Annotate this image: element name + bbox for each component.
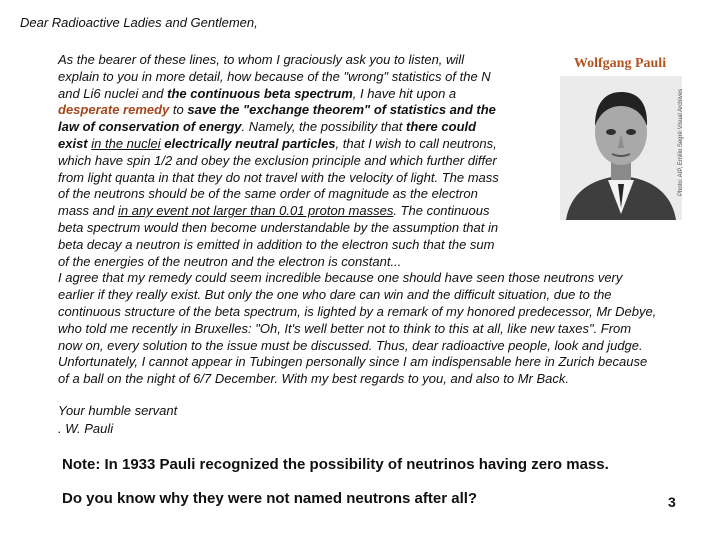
- letter-text: . Namely, the possibility that: [241, 119, 406, 135]
- photo-caption: Wolfgang Pauli: [573, 56, 667, 71]
- letter-line: [58, 354, 718, 371]
- letter-text: beta spectrum would then become understandable by the assumption that in: [58, 219, 499, 235]
- page-number: 3: [668, 494, 676, 510]
- letter-text: Unfortunately, I cannot appear in Tubingen personally since I am indispensable here in Zurich because: [58, 354, 648, 370]
- emphasis-exchange-theorem: save the "exchange theorem" of statistics and the: [187, 102, 496, 118]
- emphasis-exist: exist: [58, 135, 88, 151]
- emphasis-continuous-beta-spectrum: the continuous beta spectrum: [167, 85, 353, 101]
- letter-text: of the energies of the neutron and the electron is constant...: [58, 253, 402, 269]
- letter-line: [58, 304, 718, 321]
- letter-text: mass and: [58, 203, 118, 219]
- closing: Your humble servant: [58, 403, 178, 418]
- letter-line: [58, 287, 718, 304]
- letter-line: [58, 237, 718, 254]
- letter-line: [58, 321, 718, 338]
- signoff: [58, 402, 177, 438]
- letter-line: [58, 220, 718, 237]
- letter-line: [58, 270, 718, 287]
- letter-text: explain to you in more detail, how because of the "wrong" statistics of the N: [58, 68, 491, 84]
- letter-text: to: [169, 102, 188, 118]
- letter-line: [58, 254, 718, 271]
- pauli-portrait-image: [560, 76, 682, 220]
- letter-text: . The continuous: [393, 203, 490, 219]
- letter-text: , I have hit upon a: [352, 85, 457, 101]
- letter-text: As the bearer of these lines, to whom I graciously ask you to listen, will: [58, 52, 465, 67]
- emphasis-energy-conservation: law of conservation of energy: [58, 119, 242, 135]
- letter-text: beta decay a neutron is emitted in addition to the electron such that the sum: [58, 236, 495, 252]
- letter-text: now on, every solution to the issue must be discussed. Thus, dear radioactive people, look and judge.: [58, 337, 643, 353]
- emphasis-neutral-particles: electrically neutral particles: [164, 135, 336, 151]
- note: Note: In 1933 Pauli recognized the possibility of neutrinos having zero mass.: [62, 456, 609, 473]
- letter-line: [58, 338, 718, 355]
- emphasis-desperate-remedy: desperate remedy: [58, 102, 170, 118]
- letter-text: , that I wish to call neutrons,: [335, 135, 497, 151]
- letter-line: [58, 371, 718, 388]
- letter-text: I agree that my remedy could seem incredible because one should have seen those neutrons very: [58, 270, 623, 286]
- letter-text: of a ball on the night of 6/7 December. With my best regards to you, and also to Mr Back.: [58, 371, 569, 387]
- underlined-in-the-nuclei: in the nuclei: [91, 135, 161, 151]
- pauli-photo: [552, 56, 702, 222]
- letter-text: from light quanta in that they do not travel with the velocity of light. The mass: [58, 169, 499, 185]
- letter-text: earlier if they really exist. But only the one who dare can win and the difficult situation, due to the: [58, 287, 612, 303]
- letter-text: and Li6 nuclei and: [58, 85, 168, 101]
- signature: . W. Pauli: [58, 421, 114, 436]
- underlined-mass-limit: in any event not larger than 0.01 proton masses: [117, 203, 394, 219]
- letter-text: who told me recently in Bruxelles: "Oh, It's well better not to think to this at all, like new taxes". From: [58, 320, 632, 336]
- letter-text: continuous structure of the beta spectrum, is lighted by a remark of my honored predecessor, Mr Debye,: [58, 303, 657, 319]
- letter-text: which have spin 1/2 and obey the exclusion principle and which further differ: [58, 152, 497, 168]
- photo-credit: Photo: AIP, Emilio Segrè Visual Archives: [678, 88, 684, 196]
- letter-text: of the neutrons should be of the same order of magnitude as the electron: [58, 186, 478, 202]
- emphasis-there-could: there could: [406, 119, 477, 135]
- question: Do you know why they were not named neutrons after all?: [62, 490, 478, 507]
- salutation: Dear Radioactive Ladies and Gentlemen,: [20, 15, 258, 30]
